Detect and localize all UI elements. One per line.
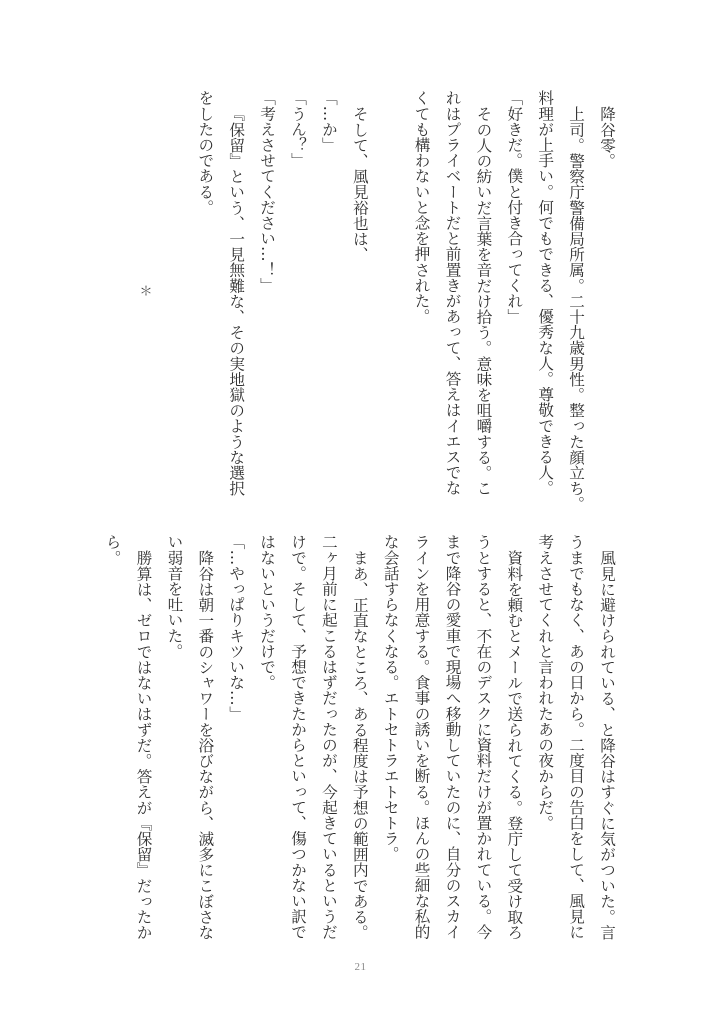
text-column: ラインを用意する。食事の誘いを断る。ほんの些細な私的: [412, 534, 431, 940]
text-column: まあ、正直なところ、ある程度は予想の範囲内である。: [350, 549, 369, 940]
text-column: 上司。警察庁警備局所属。二十九歳男性。整った顔立ち。: [567, 105, 586, 512]
dialogue-column: 「好きだ。僕と付き合ってくれ」: [505, 90, 524, 324]
text-column: 二ヶ月前に起こるはずだったのが、今起きているというだ: [319, 534, 338, 940]
text-column: そして、風見裕也は、: [350, 105, 369, 262]
text-column: うまでもなく、あの日から。二度目の告白をして、風見に: [567, 534, 586, 940]
text-column: 勝算は、ゼロではないはずだ。答えが『保留』だったか: [134, 549, 153, 940]
text-column: 降谷零。: [598, 105, 616, 168]
text-column: れはプライベートだと前置きがあって、答えはイエスでな: [443, 90, 462, 496]
dialogue-column: 「…か」: [319, 90, 338, 153]
dialogue-column: 「…やっぱりキツいな…」: [227, 534, 246, 722]
text-column: 料理が上手い。何でもできる、優秀な人。尊敬できる人。: [536, 90, 555, 496]
text-column: 『保留』という、一見無難な、その実地獄のような選択: [227, 105, 246, 496]
dialogue-column: 「うん？」: [289, 90, 307, 168]
text-column: けで。そして、予想できたからといって、傷つかない訳で: [289, 534, 307, 940]
text-column: はないというだけで。: [258, 534, 277, 690]
text-column: な会話すらなくなる。エトセトラエトセトラ。: [381, 534, 400, 862]
page-number: 21: [354, 961, 367, 973]
text-column: 降谷は朝一番のシャワーを浴びながら、滅多にこぼさな: [196, 549, 215, 940]
text-column: い弱音を吐いた。: [165, 534, 184, 659]
text-column: をしたのである。: [196, 90, 215, 215]
dialogue-column: 「考えさせてください…！」: [258, 90, 277, 293]
text-column: まで降谷の愛車で現場へ移動していたのに、自分のスカイ: [443, 534, 462, 940]
section-break-asterisk-icon: ＊: [136, 284, 152, 297]
text-column: その人の紡いだ言葉を音だけ拾う。意味を咀嚼する。こ: [474, 105, 493, 496]
text-column: 考えさせてくれと言われたあの夜からだ。: [536, 534, 555, 831]
text-column: くても構わないと念を押された。: [412, 90, 431, 324]
text-column: 資料を頼むとメールで送られてくる。登庁して受け取ろ: [505, 549, 524, 940]
text-column: うとすると、不在のデスクに資料だけが置かれている。今: [474, 534, 493, 940]
text-column: ら。: [103, 534, 122, 566]
text-column: 風見に避けられている、と降谷はすぐに気がついた。言: [598, 549, 616, 940]
